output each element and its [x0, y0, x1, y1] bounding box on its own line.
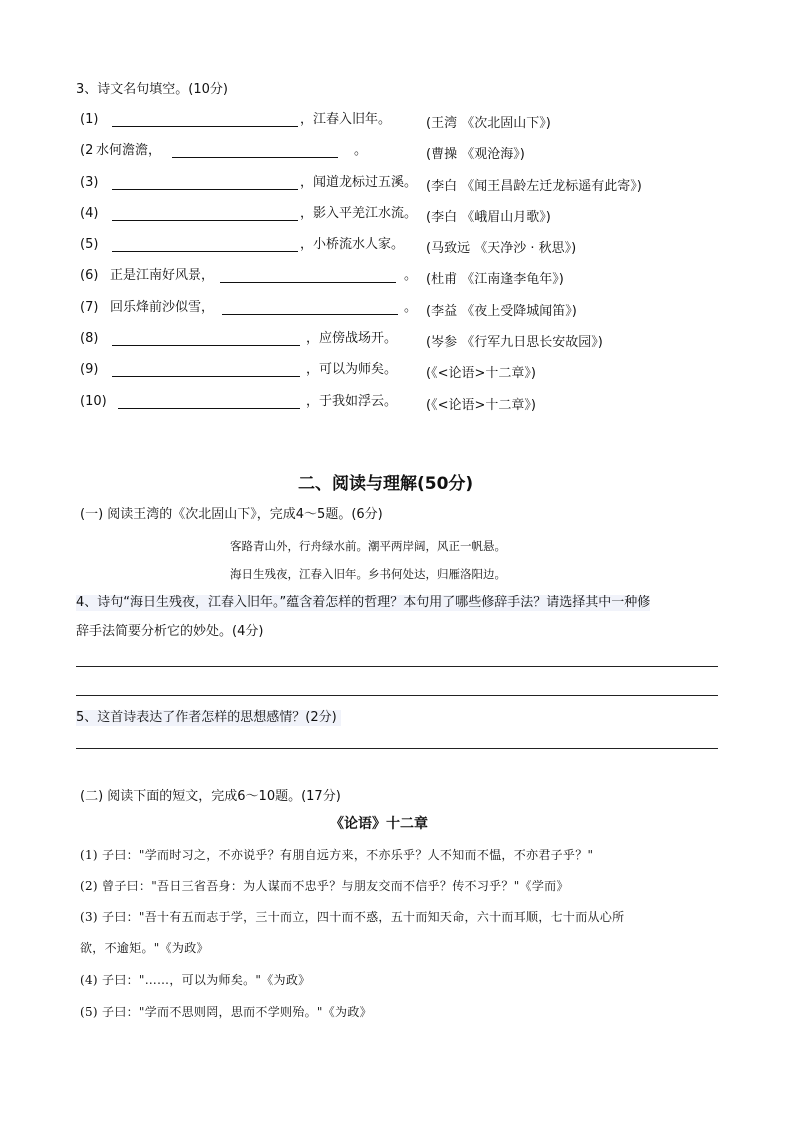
- q3-item-5-blank[interactable]: [112, 251, 298, 252]
- q3-item-10-num: (10): [80, 394, 107, 409]
- q3-item-1-num: (1): [80, 112, 99, 127]
- q3-item-5-source: (马致远 《天净沙 · 秋思》): [426, 241, 577, 256]
- q3-item-6-num: (6): [80, 268, 99, 283]
- q3-item-10-blank[interactable]: [118, 408, 300, 409]
- section-title: 二、阅读与理解(50分): [298, 474, 474, 494]
- q3-item-1-blank[interactable]: [112, 126, 298, 127]
- poem-line-1: 客路青山外，行舟绿水前。潮平两岸阔，风正一帆悬。: [230, 539, 506, 553]
- q3-item-8-source: (岑参 《行军九日思长安故园》): [426, 335, 603, 350]
- q3-header: 3、诗文名句填空。(10分): [76, 82, 228, 97]
- q3-item-3-blank[interactable]: [112, 189, 298, 190]
- q3-item-6-source: (杜甫 《江南逢李龟年》): [426, 272, 564, 287]
- q3-item-8-post: ，应傍战场开。: [306, 331, 398, 346]
- q3-item-9-num: (9): [80, 362, 99, 377]
- q3-item-3-post: ，闻道龙标过五溪。: [300, 175, 418, 190]
- q3-item-2-num: (2: [80, 143, 94, 158]
- part2-intro: (二) 阅读下面的短文，完成6～10题。(17分): [80, 789, 341, 804]
- q3-item-9-blank[interactable]: [112, 376, 300, 377]
- poem-line-2: 海日生残夜，江春入旧年。乡书何处达，归雁洛阳边。: [230, 567, 506, 581]
- q3-item-7-post: 。: [404, 300, 418, 315]
- lunyu-line-3: (3) 子曰："吾十有五而志于学，三十而立，四十而不惑，五十而知天命，六十而耳顺，七十而从心所: [80, 910, 625, 924]
- q3-item-5-num: (5): [80, 237, 99, 252]
- q3-item-2-post: 。: [354, 143, 368, 158]
- q4-answer-line-1[interactable]: [76, 666, 718, 667]
- q3-item-7-source: (李益 《夜上受降城闻笛》): [426, 304, 577, 319]
- q5-text: 5、这首诗表达了作者怎样的思想感情？(2分): [76, 710, 341, 726]
- q3-item-3-source: (李白 《闻王昌龄左迁龙标遥有此寄》): [426, 179, 642, 194]
- q3-item-4-num: (4): [80, 206, 99, 221]
- q3-item-2-pre: 水何澹澹，: [96, 143, 162, 158]
- q3-item-7-pre: 回乐烽前沙似雪，: [110, 300, 215, 315]
- q4-answer-line-2[interactable]: [76, 695, 718, 696]
- q3-item-6-post: 。: [404, 268, 418, 283]
- lunyu-line-4: 欲，不逾矩。"《为政》: [80, 941, 209, 955]
- q3-item-1-source: (王湾 《次北固山下》): [426, 116, 551, 131]
- q3-item-9-source: (《<论语>十二章》): [426, 366, 536, 381]
- q5-answer-line[interactable]: [76, 748, 718, 749]
- q3-item-10-source: (《<论语>十二章》): [426, 398, 536, 413]
- q3-item-1-post: ，江春入旧年。: [300, 112, 392, 127]
- q3-item-2-blank[interactable]: [172, 157, 338, 158]
- lunyu-line-2: (2) 曾子曰："吾日三省吾身：为人谋而不忠乎？与朋友交而不信乎？传不习乎？"《学而》: [80, 879, 569, 893]
- q3-item-2-source: (曹操 《观沧海》): [426, 147, 525, 162]
- q3-item-3-num: (3): [80, 175, 99, 190]
- q3-item-4-source: (李白 《峨眉山月歌》): [426, 210, 551, 225]
- q3-item-4-post: ，影入平羌江水流。: [300, 206, 418, 221]
- q3-item-4-blank[interactable]: [112, 220, 298, 221]
- q4-text-line-2: 辞手法简要分析它的妙处。(4分): [76, 624, 264, 639]
- q3-item-8-num: (8): [80, 331, 99, 346]
- q3-item-8-blank[interactable]: [112, 345, 300, 346]
- part1-intro: (一) 阅读王湾的《次北固山下》，完成4～5题。(6分): [80, 507, 383, 522]
- lunyu-line-1: (1) 子曰："学而时习之，不亦说乎？有朋自远方来，不亦乐乎？人不知而不愠，不亦君子乎？": [80, 848, 594, 862]
- q3-item-10-post: ，于我如浮云。: [306, 394, 398, 409]
- q3-item-5-post: ，小桥流水人家。: [300, 237, 405, 252]
- lunyu-title: 《论语》十二章: [330, 816, 428, 832]
- q3-item-7-blank[interactable]: [222, 314, 398, 315]
- q3-item-7-num: (7): [80, 300, 99, 315]
- q4-text-line-1: 4、诗句“海日生残夜，江春入旧年。”蕴含着怎样的哲理？本句用了哪些修辞手法？请选择其中一种修: [76, 595, 651, 610]
- q3-item-6-pre: 正是江南好风景，: [110, 268, 215, 283]
- q3-item-9-post: ，可以为师矣。: [306, 362, 398, 377]
- lunyu-line-5: (4) 子曰："……，可以为师矣。"《为政》: [80, 973, 311, 987]
- lunyu-line-6: (5) 子曰："学而不思则罔，思而不学则殆。"《为政》: [80, 1005, 372, 1019]
- q3-item-6-blank[interactable]: [220, 282, 396, 283]
